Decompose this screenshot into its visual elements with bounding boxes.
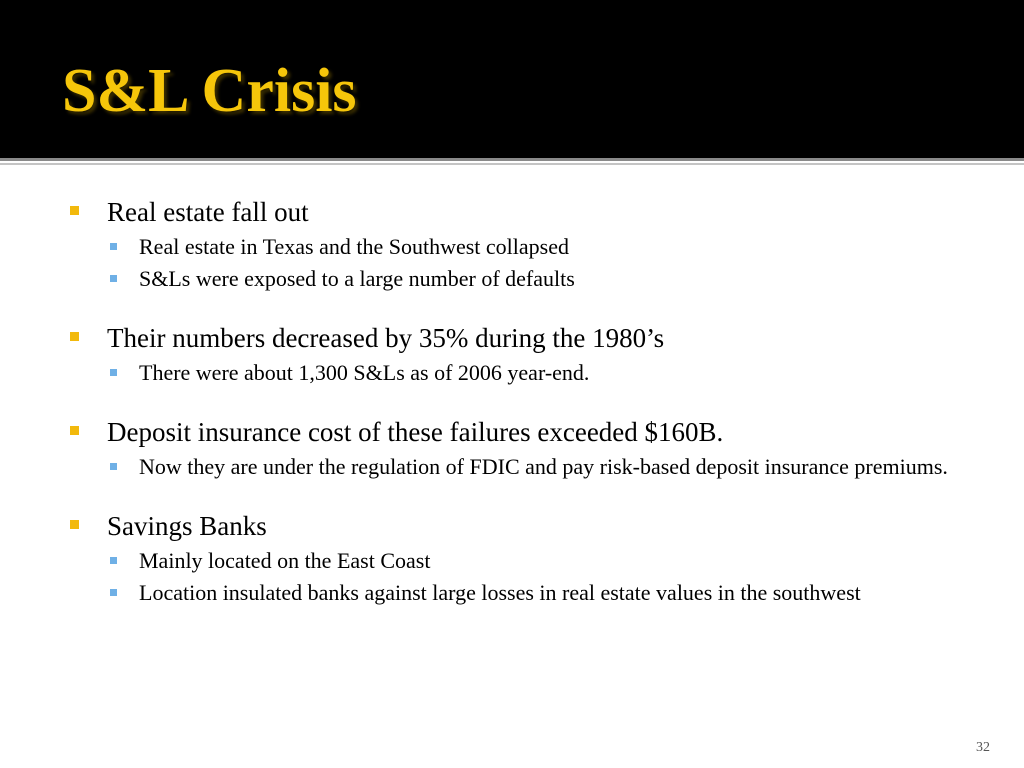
sub-bullet-item [110, 580, 970, 606]
square-bullet-icon [70, 426, 79, 435]
bullet-group [70, 416, 970, 480]
slide-title: S&L Crisis [62, 57, 357, 125]
bullet-group [70, 510, 970, 606]
sub-bullet-item [110, 266, 970, 292]
bullet-item [70, 322, 970, 354]
square-bullet-icon [70, 520, 79, 529]
sub-bullet-text: Real estate in Texas and the Southwest collapsed [139, 234, 569, 259]
square-bullet-icon [70, 332, 79, 341]
bullet-text: Real estate fall out [107, 197, 309, 227]
bullet-item [70, 196, 970, 228]
small-square-bullet-icon [110, 275, 117, 282]
sub-bullet-item [110, 234, 970, 260]
small-square-bullet-icon [110, 369, 117, 376]
small-square-bullet-icon [110, 243, 117, 250]
sub-bullet-text: Now they are under the regulation of FDIC and pay risk-based deposit insurance premiums. [139, 454, 948, 479]
sub-bullet-text: There were about 1,300 S&Ls as of 2006 year-end. [139, 360, 590, 385]
square-bullet-icon [70, 206, 79, 215]
small-square-bullet-icon [110, 589, 117, 596]
small-square-bullet-icon [110, 463, 117, 470]
bullet-text: Deposit insurance cost of these failures exceeded $160B. [107, 417, 724, 447]
small-square-bullet-icon [110, 557, 117, 564]
sub-bullet-item [110, 454, 970, 480]
bullet-group [70, 196, 970, 292]
sub-bullet-text: Location insulated banks against large losses in real estate values in the southwest [139, 580, 861, 605]
sub-bullet-list [70, 454, 970, 480]
sub-bullet-list [70, 234, 970, 292]
sub-bullet-text: S&Ls were exposed to a large number of defaults [139, 266, 575, 291]
sub-bullet-list [70, 548, 970, 606]
sub-bullet-item [110, 360, 970, 386]
sub-bullet-text: Mainly located on the East Coast [139, 548, 431, 573]
slide-number: 32 [976, 740, 990, 755]
bullet-text: Their numbers decreased by 35% during the 1980’s [107, 323, 665, 353]
sub-bullet-item [110, 548, 970, 574]
sub-bullet-list [70, 360, 970, 386]
bullet-item [70, 510, 970, 542]
bullet-item [70, 416, 970, 448]
bullet-text: Savings Banks [107, 511, 267, 541]
header-divider-light [0, 163, 1024, 165]
bullet-group [70, 322, 970, 386]
bullet-list [70, 196, 970, 606]
header-divider [0, 158, 1024, 161]
